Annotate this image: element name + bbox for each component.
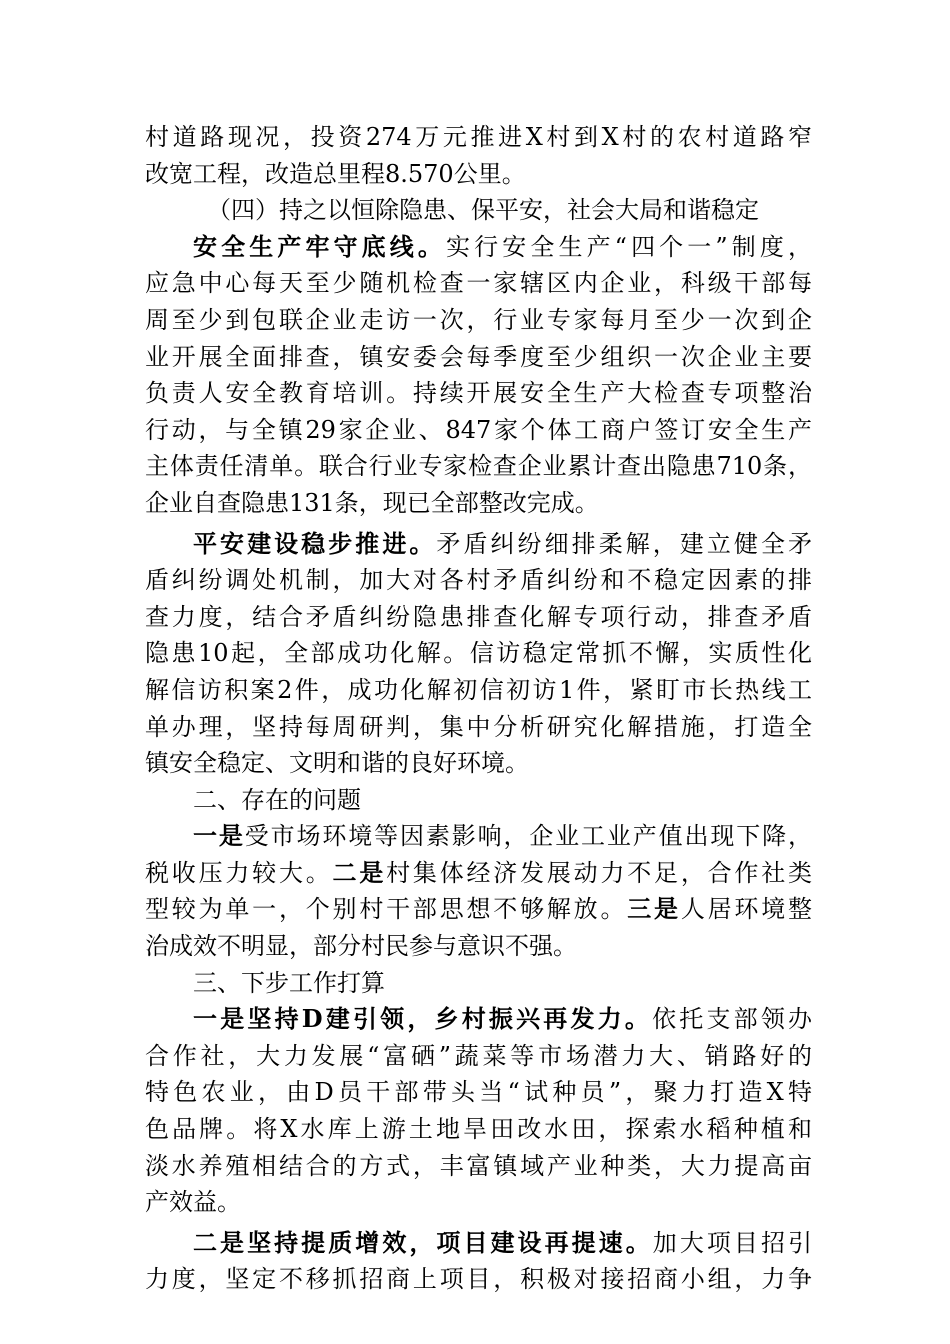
paragraph-lead: 一是 (193, 821, 245, 851)
paragraph-first-line: 二是坚持提质增效，项目建设再提速。加大项目招引 (193, 1227, 812, 1257)
text-line: 业开展全面排查，镇安委会每季度至少组织一次企业主要 (145, 342, 812, 371)
paragraph-lead: 二是坚持提质增效，项目建设再提速。 (193, 1227, 653, 1257)
text-line: 负责人安全教育培训。持续开展安全生产大检查专项整治 (145, 379, 812, 408)
text-line: 色品牌。将X水库上游土地旱田改水田，探索水稻种植和 (145, 1115, 812, 1144)
text-line: 改宽工程，改造总里程8.570公里。 (145, 159, 526, 188)
paragraph-lead: 安全生产牢守底线。 (193, 231, 447, 261)
text-line: 力度，坚定不移抓招商上项目，积极对接招商小组，力争 (145, 1265, 812, 1294)
paragraph-lead: 一是坚持D建引领，乡村振兴再发力。 (193, 1004, 653, 1034)
text-line: 盾纠纷调处机制，加大对各村矛盾纠纷和不稳定因素的排 (145, 566, 812, 595)
text-line: 应急中心每天至少随机检查一家辖区内企业，科级干部每 (145, 269, 812, 298)
text-line: 产效益。 (145, 1188, 241, 1217)
paragraph-first-line: 安全生产牢守底线。实行安全生产“四个一”制度， (193, 231, 812, 261)
text-line: 查力度，结合矛盾纠纷隐患排查化解专项行动，排查矛盾 (145, 602, 812, 631)
text-line: 淡水养殖相结合的方式，丰富镇域产业种类，大力提高亩 (145, 1151, 812, 1180)
text-line: 型较为单一，个别村干部思想不够解放。三是人居环境整 (145, 894, 812, 924)
section-heading: （四）持之以恒除隐患、保平安，社会大局和谐稳定 (207, 196, 759, 225)
text-line: 隐患10起，全部成功化解。信访稳定常抓不懈，实质性化 (145, 639, 812, 668)
paragraph-lead: 平安建设稳步推进。 (193, 528, 437, 558)
paragraph-first-line: 一是受市场环境等因素影响，企业工业产值出现下降， (193, 821, 812, 851)
text-line: 合作社，大力发展“富硒”蔬菜等市场潜力大、销路好的 (145, 1041, 812, 1070)
paragraph-first-line: 一是坚持D建引领，乡村振兴再发力。依托支部领办 (193, 1004, 812, 1034)
text-line: 企业自查隐患131条，现已全部整改完成。 (145, 488, 599, 517)
text-line: 主体责任清单。联合行业专家检查企业累计查出隐患710条， (145, 452, 812, 481)
text-line: 治成效不明显，部分村民参与意识不强。 (145, 932, 577, 961)
text-line: 周至少到包联企业走访一次，行业专家每月至少一次到企 (145, 305, 812, 334)
section-heading: 二、存在的问题 (193, 785, 361, 814)
text-line: 特色农业，由D员干部带头当“试种员”，聚力打造X特 (145, 1078, 812, 1107)
section-heading: 三、下步工作打算 (193, 968, 385, 997)
text-line: 镇安全稳定、文明和谐的良好环境。 (145, 749, 529, 778)
text-line: 单办理，坚持每周研判，集中分析研究化解措施，打造全 (145, 712, 812, 741)
paragraph-first-line: 平安建设稳步推进。矛盾纠纷细排柔解，建立健全矛 (193, 528, 812, 558)
text-line: 村道路现况，投资274万元推进X村到X村的农村道路窄 (145, 123, 812, 151)
text-line: 税收压力较大。二是村集体经济发展动力不足，合作社类 (145, 857, 812, 887)
text-line: 行动，与全镇29家企业、847家个体工商户签订安全生产 (145, 415, 812, 444)
text-line: 解信访积案2件，成功化解初信初访1件，紧盯市长热线工 (145, 675, 812, 704)
